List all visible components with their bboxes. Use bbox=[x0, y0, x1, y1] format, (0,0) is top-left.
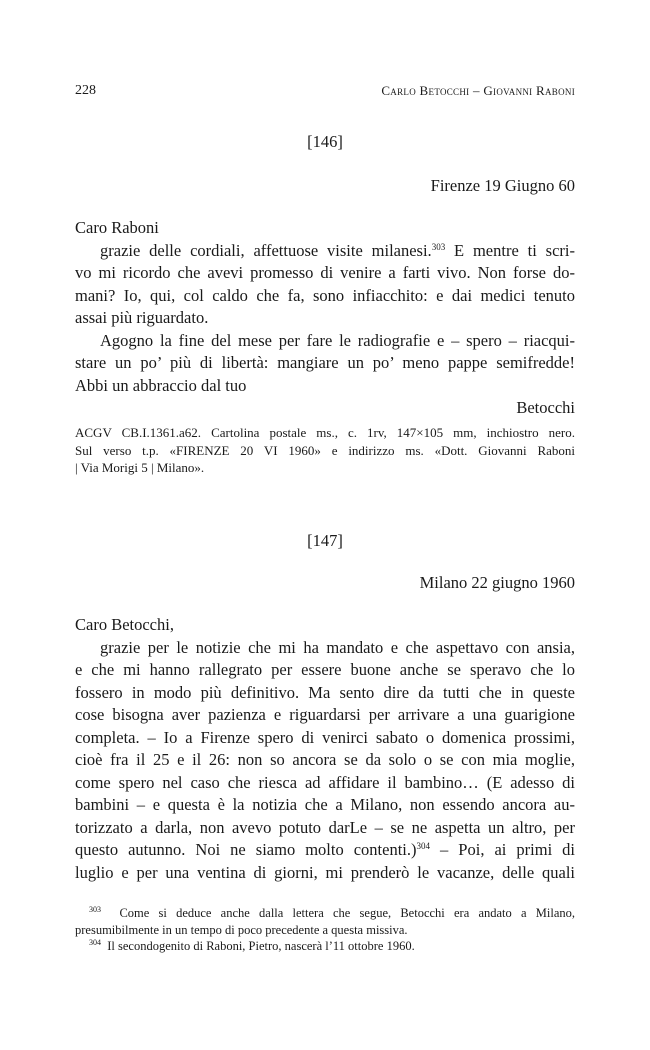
body-line: Abbi un abbraccio dal tuo bbox=[75, 375, 247, 395]
body-line: fossero in modo più definitivo. Ma sento dire da tutti che in queste bbox=[75, 682, 575, 702]
letter-number-147: [147] bbox=[307, 531, 343, 550]
footnotes bbox=[75, 905, 575, 955]
body-line: grazie per le notizie che mi ha mandato e che aspettavo con ansia, bbox=[100, 637, 575, 657]
page-number: 228 bbox=[75, 83, 96, 98]
footnote-line: presumibilmente in un tempo di poco precedente a questa missiva. bbox=[75, 922, 408, 937]
note-line: ACGV CB.I.1361.a62. Cartolina postale ms., c. 1rv, 147×105 mm, inchiostro nero. bbox=[75, 425, 575, 440]
body-line: mani? Io, qui, col caldo che fa, sono infiacchito: e dai medici tenuto bbox=[75, 285, 575, 305]
note-line: Sul verso t.p. «FIRENZE 20 VI 1960» e indirizzo ms. «Dott. Giovanni Raboni bbox=[75, 442, 575, 458]
body-line: Agogno la fine del mese per fare le radiografie e – spero – riacqui- bbox=[100, 330, 575, 350]
running-title: Carlo Betocchi – Giovanni Raboni bbox=[381, 83, 575, 98]
footnote-ref-303[interactable]: 303 bbox=[431, 241, 446, 252]
salutation-147: Caro Betocchi, bbox=[75, 615, 174, 634]
body-line: luglio e per una ventina di giorni, mi prenderò le vacanze, delle quali bbox=[75, 862, 575, 882]
footnote-ref-304[interactable]: 304 bbox=[416, 841, 431, 851]
body-line: assai più riguardato. bbox=[75, 308, 209, 327]
letter-body-146 bbox=[75, 217, 575, 420]
footnote-number: 304 bbox=[89, 938, 101, 947]
body-line: come spero nel caso che riesca ad affidare il bambino… (E adesso di bbox=[75, 772, 575, 792]
body-line: cose bisogna aver pazienza e riguardarsi per arrivare a una guarigione bbox=[75, 705, 575, 724]
body-line: questo autunno. Noi ne siamo molto contenti.)$^{304}$ – Poi, ai primi di bbox=[75, 840, 576, 859]
body-line: grazie delle cordiali, affettuose visite milanesi.$^{303}$ E mentre ti scri- bbox=[100, 240, 575, 260]
footnote-303: $^{303}$ Come si deduce anche dalla lettera che segue, Betocchi era andato a Milano, bbox=[89, 905, 575, 920]
body-line: torizzato a darla, non avevo potuto darLe – se ne aspetta un altro, per bbox=[75, 817, 575, 837]
body-line: cioè fra il 25 e il 26: non so ancora se da solo o se con mia moglie, bbox=[75, 750, 575, 769]
note-line: | Via Morigi 5 | Milano». bbox=[75, 460, 205, 475]
dateline-146: Firenze 19 Giugno 60 bbox=[430, 176, 575, 195]
footnote-number: 303 bbox=[89, 905, 101, 914]
letter-body-147 bbox=[75, 614, 575, 884]
body-line: stare un po’ più di libertà: mangiare un po’ meno pappe semifredde! bbox=[75, 353, 575, 372]
archival-note-146 bbox=[75, 424, 575, 477]
footnote-304: $^{304}$ Il secondogenito di Raboni, Pietro, nascerà l’11 ottobre 1960. bbox=[89, 938, 415, 953]
dateline-147: Milano 22 giugno 1960 bbox=[419, 573, 575, 592]
body-line: completa. – Io a Firenze spero di venirci sabato o domenica prossimi, bbox=[75, 727, 575, 747]
signature-146: Betocchi bbox=[516, 398, 575, 417]
body-line: bambini – e questa è la notizia che a Milano, non essendo ancora au- bbox=[75, 795, 575, 814]
body-line: e che mi hanno rallegrato per essere buone anche se speravo che lo bbox=[75, 660, 575, 679]
body-line: vo mi ricordo che avevi promesso di venire a farti vivo. Non forse do- bbox=[75, 263, 575, 282]
salutation-146: Caro Raboni bbox=[75, 218, 159, 237]
letter-number-146: [146] bbox=[307, 132, 343, 151]
